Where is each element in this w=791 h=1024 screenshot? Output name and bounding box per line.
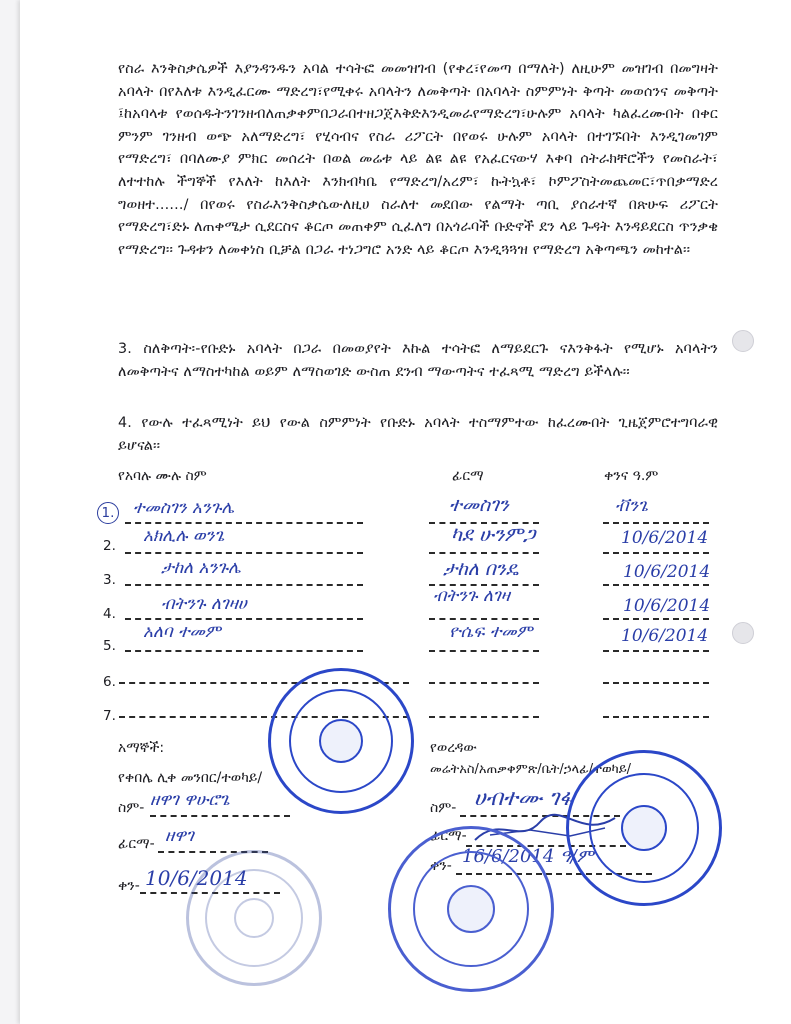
header-member-name: የአባሉ ሙሉ ስም (118, 468, 207, 484)
member-signature: ተመስገን (449, 494, 509, 516)
kebele-stamp (268, 668, 414, 814)
witness-date-label: ቀን- (118, 878, 140, 894)
member-name: አክሊሉ ወንጌ (143, 526, 225, 546)
name-line (125, 618, 363, 620)
name-line (125, 552, 363, 554)
witness-date-value: 10/6/2014 (145, 866, 248, 890)
member-signature: ካደ ሁንምጋ (451, 522, 536, 546)
paragraph-penalty: 3. ስለቅጣት፡-የቡድኑ አባላት በጋራ በመወያየት እኩል ተሳትፎ ለማይደርጉ ናእንቅፋት የሚሆኑ አባላትን ለመቅጣትና ለማስተካከል ወይም ለማስወገድ ውስጠ ደንብ ማውጣትና ተፈጻሚ ማድረግ ይችላሉ፡፡ (118, 341, 718, 380)
member-signature: ታከለ በንዴ (443, 558, 519, 580)
member-signature: ዮሴፍ ተመም (449, 622, 533, 642)
woreda-role: መሬትአስ/አጠቃቀምጽ/ቤት/ኃላፊ/ተወካይ/ (430, 762, 632, 777)
date-line (603, 682, 709, 684)
member-row (103, 586, 723, 624)
date-line (603, 716, 709, 718)
witness-signature-label: ፊርማ- (118, 836, 155, 852)
paragraph-effectiveness: 4. የውሉ ተፈጻሚነት ይህ የውል ስምምነት የቡድኑ አባላት ተስማምተው ከፈረሙበት ጊዜጀምሮተግባራዊ ይሆናል፡፡ (118, 415, 718, 454)
witness-role: የቀበሌ ሊቀ መንበር/ተወካይ/ (118, 770, 263, 786)
row-number: 6. (103, 674, 116, 690)
member-name: ተመስገን አንጉሌ (133, 498, 235, 518)
member-date: ቭንጌ (615, 496, 649, 516)
row-number: 7. (103, 708, 116, 724)
signature-line (429, 650, 539, 652)
name-line (125, 650, 363, 652)
witness-name-line (150, 815, 290, 817)
row-number: 3. (103, 572, 116, 588)
office-stamp (388, 826, 554, 992)
member-signature: ብትንጉ ለገዛ (433, 586, 510, 606)
row-number: 4. (103, 606, 116, 622)
date-line (603, 650, 709, 652)
punch-hole (732, 622, 754, 644)
member-row (103, 558, 723, 590)
woreda-title: የወረዳው (430, 740, 477, 756)
witness-title: አማኞች: (118, 740, 165, 756)
woreda-stamp (566, 750, 722, 906)
signature-line (429, 682, 539, 684)
name-line (125, 522, 363, 524)
signature-line (429, 618, 539, 620)
woreda-name-label: ስም- (430, 800, 457, 816)
date-line (603, 584, 709, 586)
header-date: ቀንና ዓ.ም (604, 468, 659, 484)
row-number: 5. (103, 638, 116, 654)
member-name: ታከለ አንጉሌ (161, 558, 241, 578)
woreda-date-value: 16/6/2014 ዓ/ም (462, 846, 594, 867)
witness-name-label: ስም- (118, 800, 145, 816)
woreda-date-label: ቀን- (430, 858, 452, 874)
witness-name-value: ዘዋገ ዋሁሮጌ (150, 790, 230, 810)
name-line (125, 584, 363, 586)
woreda-name-value: ሀብተሙ ገፋ (474, 786, 574, 811)
date-line (603, 618, 709, 620)
member-name: አለባ ተመም (143, 622, 221, 642)
date-line (603, 552, 709, 554)
member-date: 10/6/2014 (623, 562, 711, 582)
signature-line (429, 552, 539, 554)
member-date: 10/6/2014 (621, 528, 709, 548)
member-row (103, 668, 723, 692)
paragraph-duties: የስራ እንቅስቃሴዎች እያንዳንዱን አባል ተሳትፎ መመዝገብ (የቀረ፣የመጣ በማለት) ለዚሁም መዝገብ በመግዛት አባላት በየእለቱ እንዲፈርሙ ማድረግ፣የሚቀሩ አባላትን ለመቅጣት በአባላት ስምምነት ቅጣት መወሰንና መቅጣት ፤ከአባላቱ የወሰዱትንገንዘብለጠቃቀምበጋራበተዘጋጀእቅድእንዲመራየማድረግ፣ሁሉም አባላት ካልፈረሙበት በቀር ምንም ገንዘብ ወጭ አለማድረግ፣ የሂሳብና የስራ ሪፖርት በየወሩ ሁሉም አባላት በተገኙበት እንዲገመገም የማድረግ፣ በባለሙያ ምክር መሰረት በወል መሬቱ ላይ ልዩ ልዩ የአፈርናውሃ እቀባ ሰትራክቸሮችን የመስራት፣ ለተተከሉ ችግኞች የእለት ከእለት እንክብካቤ የማድረግ/አረም፣ ኩትኳቶ፣ ኮምፖስትመጨመር፣ጥበቃማድረ ግወዘተ....../ በየወሩ የስራእንቅስቃሴውለዚሀ ስራለተ መደበው የልማት ጣቢ ያሰራተኛ በጽሁፍ ሪፖርት የማድረግ፣ድኑ ለጠቀሜታ ሲደርስና ቆርጦ መጠቀም ሲፈለግ በአጎራባች ቡድኖች ደን ላይ ጉዳት እንዳይደርስ ጥንቃቄ የማድረግ፡፡ ጉዳቱን ለመቀነስ ቢቻል በጋራ ተነጋግሮ አንድ ላይ ቆርጦ እንዲጓጓዝ የማድረግ አቅጣጫን መከተል፡፡ (118, 61, 718, 258)
member-row (103, 522, 723, 556)
witness-signature-value: ዘዋገ (165, 826, 194, 846)
member-date: 10/6/2014 (621, 626, 709, 646)
member-row (101, 494, 723, 524)
row-number: 1. (97, 502, 119, 524)
faded-stamp (186, 850, 322, 986)
member-row (103, 622, 723, 656)
member-row (103, 702, 723, 726)
signature-line (429, 716, 539, 718)
date-line (603, 522, 709, 524)
member-name: ብትንጉ ለገዛሀ (161, 594, 247, 614)
woreda-signature-label: ፊርማ- (430, 828, 467, 844)
header-signature: ፊርማ (452, 468, 484, 484)
punch-hole (732, 330, 754, 352)
row-number: 2. (103, 538, 116, 554)
member-date: 10/6/2014 (623, 596, 711, 616)
